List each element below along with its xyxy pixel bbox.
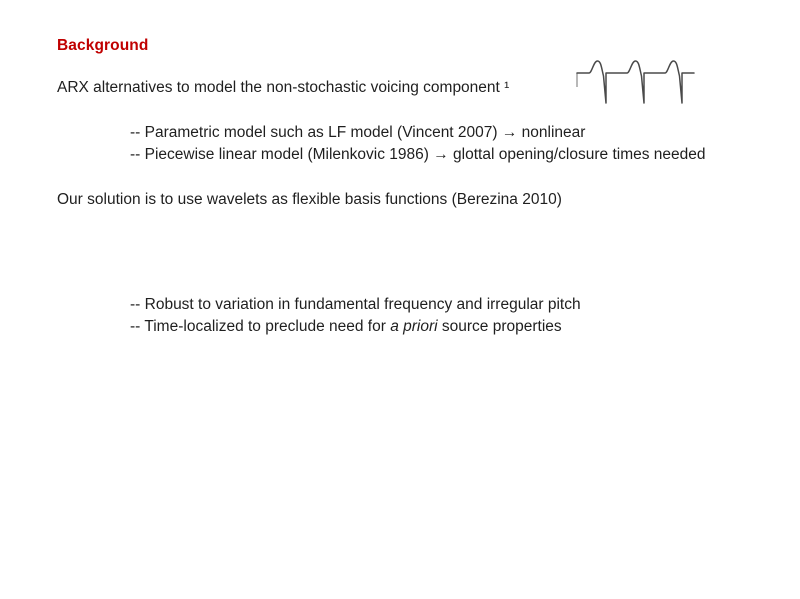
bullet-time-localized-latin-term: a priori [390, 318, 438, 335]
wavelet-bullet-list [130, 294, 581, 338]
bullet-piecewise-model: -- Piecewise linear model (Milenkovic 1986) → glottal opening/closure times needed [130, 146, 706, 163]
solution-text: Our solution is to use wavelets as flexible basis functions (Berezina 2010) [57, 191, 562, 208]
slide-title: Background [57, 37, 149, 54]
model-bullet-list [130, 122, 706, 166]
intro-text: ARX alternatives to model the non-stochastic voicing component ¹ [57, 79, 510, 96]
bullet-robust-pitch: -- Robust to variation in fundamental frequency and irregular pitch [130, 296, 581, 313]
bullet-time-localized-prefix: -- Time-localized to preclude need for [130, 318, 391, 335]
bullet-time-localized-suffix: source properties [437, 318, 562, 335]
bullet-time-localized [130, 316, 581, 338]
bullet-parametric-model: -- Parametric model such as LF model (Vincent 2007) → nonlinear [130, 124, 586, 141]
glottal-flow-waveform-icon [574, 56, 698, 110]
